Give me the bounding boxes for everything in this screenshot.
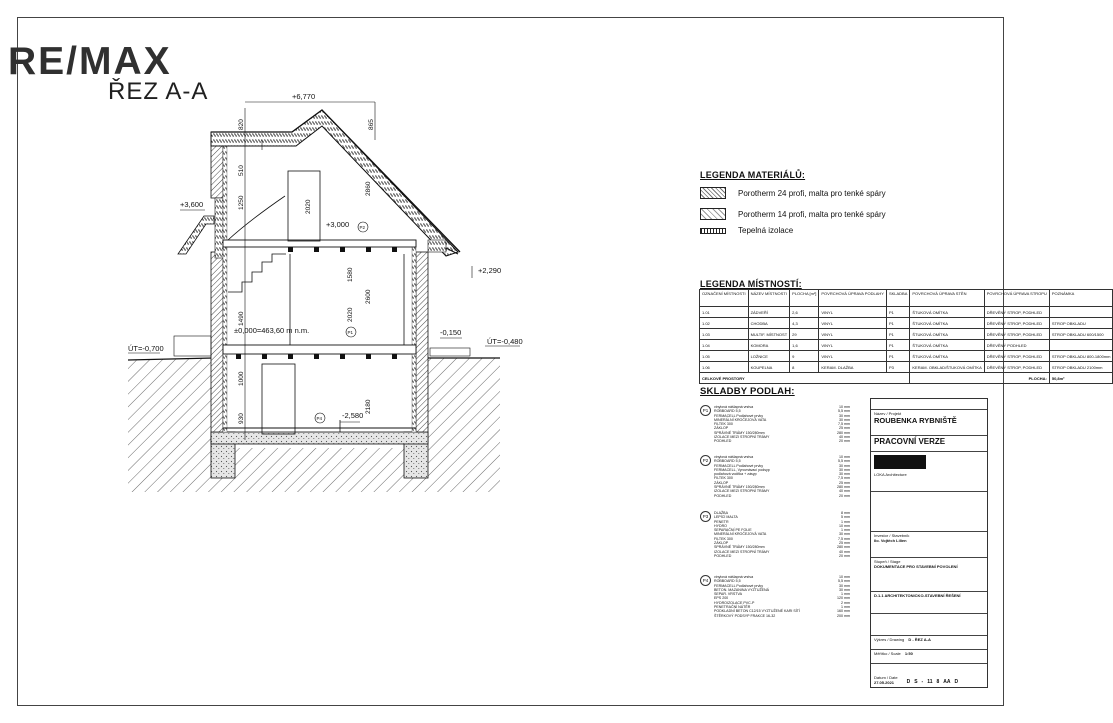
layer-name: FILTEK 300 xyxy=(714,536,733,541)
col-header: POVRCHOVÁ ÚPRAVA PODLAHY xyxy=(819,290,887,307)
walls xyxy=(211,138,428,432)
room-cell: 1.04 xyxy=(700,340,749,351)
layer-name: ROBBOARD 5,5 xyxy=(714,579,741,584)
layer-name: SPRÁVNÉ TRÁMY 150/280mm xyxy=(714,430,765,435)
layer-thickness: 5,5 mm xyxy=(838,579,850,584)
floor-tag-p1 xyxy=(346,327,356,337)
project-cell xyxy=(871,410,987,436)
date-cell xyxy=(871,664,987,686)
room-cell: 4,3 xyxy=(790,318,819,329)
composition-layer xyxy=(700,554,850,558)
date-label: Datum / Date xyxy=(874,675,898,680)
room-cell: KERAM. OBKLAD/ŠTUKOVÁ OMÍTKA xyxy=(910,362,984,373)
room-cell: KERAM. DLAŽBA xyxy=(819,362,887,373)
layer-name: ŠTĚRKOVÝ PODSYP FRAKCE 16-32 xyxy=(714,613,776,618)
client-label: Investor / Stavebník xyxy=(874,533,910,538)
svg-text:P1: P1 xyxy=(347,330,354,335)
porotherm14-swatch xyxy=(700,208,726,220)
sheet-code-cell: 11 xyxy=(927,679,933,685)
legend-item-insulation xyxy=(700,226,793,235)
room-cell: 1,6 xyxy=(790,340,819,351)
dim-int-1580: 1580 xyxy=(347,267,354,282)
room-cell: DŘEVĚNÝ STROP, PODHLED xyxy=(984,329,1049,340)
svg-text:P4: P4 xyxy=(316,416,323,421)
dim-right-865: 865 xyxy=(368,119,375,130)
room-cell: DŘEVĚNÝ PODHLED xyxy=(984,340,1049,351)
layer-name: FERMACELL, Vyrovnávací podsyp xyxy=(714,467,770,472)
layer-name: IZOLACE MEZI STROPNÍ TRÁMY xyxy=(714,489,770,494)
layer-thickness: 280 mm xyxy=(837,430,850,435)
layer-thickness: 30 mm xyxy=(839,587,850,592)
layer-name: SPRÁVNÉ TRÁMY 150/280mm xyxy=(714,545,765,550)
layer-name: PODHLED xyxy=(714,493,732,498)
dim-int-2180: 2180 xyxy=(365,399,372,414)
layer-name: DLAŽBA xyxy=(714,511,728,515)
layer-name: FERMACELL Podlahové prvky xyxy=(714,413,764,418)
composition-p2 xyxy=(700,455,850,498)
layer-name: FILTEK 300 xyxy=(714,422,733,427)
layer-name: LEPÍCÍ MALTA xyxy=(714,515,738,520)
layer-thickness: 10 mm xyxy=(839,405,850,409)
layer-name: FILTEK 300 xyxy=(714,476,733,481)
room-cell: ŠTUKOVÁ OMÍTKA xyxy=(910,329,984,340)
layer-name: vinylová nášlapná vrstva xyxy=(714,405,754,409)
room-cell: 1.03 xyxy=(700,329,749,340)
room-cell: 2,6 xyxy=(790,307,819,318)
room-cell: P3 xyxy=(886,362,909,373)
layer-thickness: 5,5 mm xyxy=(838,459,850,464)
rooms-table-header xyxy=(700,290,1113,307)
part: D.1.1 ARCHITEKTONICKO-STAVEBNÍ ŘEŠENÍ xyxy=(874,593,961,598)
dim-left-510: 510 xyxy=(238,165,245,176)
insulation-swatch xyxy=(700,228,726,234)
layer-thickness: 25 mm xyxy=(839,541,850,546)
room-row xyxy=(700,351,1113,362)
room-cell: P1 xyxy=(886,318,909,329)
composition-p1 xyxy=(700,405,850,444)
layer-thickness: 7,5 mm xyxy=(838,536,850,541)
dim-int-2600: 2600 xyxy=(365,289,372,304)
layer-thickness: 30 mm xyxy=(839,472,850,477)
col-header: POVRCHOVÁ ÚPRAVA STROPU xyxy=(984,290,1049,307)
room-cell: STROP OBKLADU xyxy=(1049,318,1113,329)
legend-item-porotherm24 xyxy=(700,187,886,199)
title-block xyxy=(870,398,988,688)
layer-name: MINERÁLNÍ KROČEJOVÁ VATA xyxy=(714,532,767,537)
layer-thickness: 7,5 mm xyxy=(838,476,850,481)
client-cell xyxy=(871,532,987,558)
room-cell: VINYL xyxy=(819,307,887,318)
drawing-label: Výkres / Drawing xyxy=(874,637,905,642)
level-attic-floor: +3,000 xyxy=(326,220,350,229)
company-logo-block xyxy=(874,455,926,469)
level-top-width: +6,770 xyxy=(292,92,316,101)
dim-left-1250: 1250 xyxy=(238,195,245,210)
col-header: POVRCHOVÁ ÚPRAVA STĚN xyxy=(910,290,984,307)
layer-thickness: 30 mm xyxy=(839,417,850,422)
layer-thickness: 7,5 mm xyxy=(838,422,850,427)
room-cell xyxy=(1049,307,1113,318)
room-cell: DŘEVĚNÝ STROP, PODHLED xyxy=(984,307,1049,318)
floor-tag-p4 xyxy=(315,413,325,423)
layer-thickness: 10 mm xyxy=(839,523,850,528)
room-cell: VINYL xyxy=(819,340,887,351)
layer-name: SEPARAČNÍ PE FOLIE xyxy=(714,528,752,533)
materials-legend-title: LEGENDA MATERIÁLŮ: xyxy=(700,170,806,180)
layer-thickness: 20 mm xyxy=(839,553,850,558)
level-right-eave: +2,290 xyxy=(478,266,502,275)
company-name: LOKA Architecture xyxy=(874,472,907,477)
room-cell: ŠTUKOVÁ OMÍTKA xyxy=(910,340,984,351)
sheet-code-cell: D xyxy=(954,679,959,685)
room-cell: 29 xyxy=(790,329,819,340)
composition-layer xyxy=(700,439,850,443)
layer-name: ROBBOARD 5,5 xyxy=(714,409,741,414)
remax-logo: RE/MAX xyxy=(8,40,172,83)
client-name: Ilo. Vojtěch Lilien xyxy=(874,538,907,543)
layer-thickness: 30 mm xyxy=(839,532,850,537)
layer-thickness: 30 mm xyxy=(839,463,850,468)
room-cell: VINYL xyxy=(819,351,887,362)
total-area-label: PLOCHA: xyxy=(910,373,1049,384)
drawing-cell xyxy=(871,636,987,650)
composition-tag: P4 xyxy=(700,575,711,586)
sheet-code-cell: 8 xyxy=(936,679,940,685)
layer-name: EPS 200 xyxy=(714,596,729,601)
composition-p3 xyxy=(700,511,850,558)
stage-label: Stupeň / Stage xyxy=(874,559,901,564)
porotherm24-swatch xyxy=(700,187,726,199)
layer-name: IZOLACE MEZI STROPNÍ TRÁMY xyxy=(714,435,770,440)
sheet-code-cell: - xyxy=(921,679,924,685)
layer-thickness: 20 mm xyxy=(839,439,850,444)
dim-left-820: 820 xyxy=(238,119,245,130)
room-cell: 1.01 xyxy=(700,307,749,318)
level-ground-floor: ±0,000=463,60 m n.m. xyxy=(234,326,310,335)
layer-thickness: 30 mm xyxy=(839,413,850,418)
layer-thickness: 280 mm xyxy=(837,485,850,490)
room-cell: DŘEVĚNÝ STROP, PODHLED xyxy=(984,351,1049,362)
date: 27.05.2021 xyxy=(874,680,895,685)
phase-cell xyxy=(871,436,987,452)
stage-cell xyxy=(871,558,987,592)
composition-layer xyxy=(700,494,850,498)
stage: DOKUMENTACE PRO STAVEBNÍ POVOLENÍ xyxy=(874,564,958,569)
layer-thickness: 1 mm xyxy=(841,519,850,524)
layer-name: MINERÁLNÍ KROČEJOVÁ VATA xyxy=(714,417,767,422)
legend-item-porotherm14 xyxy=(700,208,886,220)
layer-thickness: 1 mm xyxy=(841,605,850,610)
level-terrain-right-step: -0,150 xyxy=(440,328,462,337)
layer-name: PODHLED xyxy=(714,439,732,444)
col-header: NÁZEV MÍSTNOSTI xyxy=(748,290,790,307)
layer-thickness: 1 mm xyxy=(841,528,850,533)
dim-int-2020a: 2020 xyxy=(305,199,312,214)
room-cell: KOUPELNA xyxy=(748,362,790,373)
room-row xyxy=(700,307,1113,318)
dim-int-2860: 2860 xyxy=(365,181,372,196)
company-cell xyxy=(871,452,987,492)
room-cell: 8 xyxy=(790,362,819,373)
scale-cell xyxy=(871,650,987,664)
room-cell: DŘEVĚNÝ STROP, PODHLED xyxy=(984,318,1049,329)
layer-thickness: 10 mm xyxy=(839,455,850,459)
composition-tag: P3 xyxy=(700,511,711,522)
total-label: CELKOVÉ PROSTORY xyxy=(700,373,910,384)
rooms-table xyxy=(699,289,1113,384)
layer-thickness: 40 mm xyxy=(839,489,850,494)
composition-tag: P2 xyxy=(700,455,711,466)
level-terrain-right: ÚT=-0,480 xyxy=(487,337,523,346)
layer-thickness: 8 mm xyxy=(841,511,850,515)
room-row xyxy=(700,329,1113,340)
layer-thickness: 120 mm xyxy=(837,596,850,601)
phase: PRACOVNÍ VERZE xyxy=(874,437,946,446)
composition-tag: P1 xyxy=(700,405,711,416)
layer-thickness: 2 mm xyxy=(841,600,850,605)
room-cell: 9 xyxy=(790,351,819,362)
room-row xyxy=(700,318,1113,329)
composition-p4 xyxy=(700,575,850,618)
col-header: POZNÁMKA xyxy=(1049,290,1113,307)
rooms-legend-title: LEGENDA MÍSTNOSTÍ: xyxy=(700,279,802,289)
layer-name: PODKLADNÍ BETON C12/15 VYZTUŽENÉ KARI SÍTÍ xyxy=(714,609,801,614)
basement-slab xyxy=(211,432,428,444)
layer-name: vinylová nášlapná vrstva xyxy=(714,575,754,579)
layer-thickness: 40 mm xyxy=(839,435,850,440)
room-cell: STROP OBKLADU 2100mm xyxy=(1049,362,1113,373)
room-cell: VINYL xyxy=(819,318,887,329)
layer-thickness: 5,5 mm xyxy=(838,409,850,414)
part-cell xyxy=(871,592,987,614)
level-left-eave: +3,600 xyxy=(180,200,204,209)
layer-thickness: 25 mm xyxy=(839,426,850,431)
insulation-label: Tepelná izolace xyxy=(738,226,794,235)
layer-name: HYDRO xyxy=(714,523,727,528)
dim-left-930: 930 xyxy=(238,413,245,424)
layer-name: vinylová nášlapná vrstva xyxy=(714,455,754,459)
layer-thickness: 200 mm xyxy=(837,613,850,618)
room-cell: P1 xyxy=(886,340,909,351)
rooms-total-row xyxy=(700,373,1113,384)
layer-name: BETON. MAZANINA VYZTUŽENÁ xyxy=(714,587,770,592)
dim-left-1490: 1490 xyxy=(238,311,245,326)
layer-name: PENETRAČNÍ NÁTĚR xyxy=(714,605,751,610)
layer-name: ZÁKLOP xyxy=(714,480,729,485)
porotherm24-label: Porotherm 24 profi, malta pro tenké spáry xyxy=(738,188,886,198)
sheet-code-cell: AA xyxy=(943,679,951,685)
room-cell: 1.02 xyxy=(700,318,749,329)
layer-name: PODHLED xyxy=(714,553,732,558)
layer-thickness: 10 mm xyxy=(839,575,850,579)
room-cell: ŠTUKOVÁ OMÍTKA xyxy=(910,318,984,329)
layer-name: FERMACELL Podlahové prvky xyxy=(714,463,764,468)
sheet-code-cell: D xyxy=(906,679,911,685)
sheet-code xyxy=(907,679,959,685)
scale-label: Měřítko / Scale xyxy=(874,651,901,656)
svg-text:P2: P2 xyxy=(359,225,366,230)
layer-thickness: 30 mm xyxy=(839,583,850,588)
layer-thickness: 20 mm xyxy=(839,493,850,498)
room-cell: 1.06 xyxy=(700,362,749,373)
layer-name: IZOLACE MEZI STROPNÍ TRÁMY xyxy=(714,549,770,554)
room-row xyxy=(700,362,1113,373)
layer-name: ROBBOARD 5,5 xyxy=(714,459,741,464)
room-cell: ŠTUKOVÁ OMÍTKA xyxy=(910,351,984,362)
scale: 1:50 xyxy=(904,651,913,656)
layer-thickness: 5 mm xyxy=(841,515,850,520)
layer-name: ZÁKLOP xyxy=(714,426,729,431)
col-header: SKLADBA xyxy=(886,290,909,307)
layer-thickness: 280 mm xyxy=(837,545,850,550)
porotherm14-label: Porotherm 14 profi, malta pro tenké spáry xyxy=(738,209,886,219)
layer-thickness: 30 mm xyxy=(839,467,850,472)
sheet-title: ŘEZ A-A xyxy=(108,78,209,105)
room-cell: ZÁDVEŘÍ xyxy=(748,307,790,318)
room-cell: CHODBA xyxy=(748,318,790,329)
layer-thickness: 160 mm xyxy=(837,609,850,614)
room-cell: MULTIF. MÍSTNOST xyxy=(748,329,790,340)
room-cell: 1.05 xyxy=(700,351,749,362)
compositions-title: SKLADBY PODLAH: xyxy=(700,386,795,397)
room-cell: STROP OBKLADU 600/1500 xyxy=(1049,329,1113,340)
drawing-name: D - ŘEZ A-A xyxy=(908,637,931,642)
room-row xyxy=(700,340,1113,351)
room-cell: KOMORA xyxy=(748,340,790,351)
layer-name: FERMACELL Podlahové prvky xyxy=(714,583,764,588)
room-cell: STROP OBKLADU 800-1800mm xyxy=(1049,351,1113,362)
col-header: OZNAČENÍ MÍSTNOSTI xyxy=(700,290,749,307)
project-name: ROUBENKA RYBNIŠTĚ xyxy=(874,416,957,425)
col-header: PLOCHA [m²] xyxy=(790,290,819,307)
room-cell: P1 xyxy=(886,351,909,362)
room-cell: LOŽNICE xyxy=(748,351,790,362)
room-cell: P1 xyxy=(886,329,909,340)
layer-name: SEPAR. VRSTVA xyxy=(714,592,743,597)
total-area: 50,8m² xyxy=(1049,373,1113,384)
layer-name: podlahová vodítka + zásyp xyxy=(714,472,757,477)
layer-name: ZÁKLOP xyxy=(714,541,729,546)
room-cell: ŠTUKOVÁ OMÍTKA xyxy=(910,307,984,318)
layer-thickness: 40 mm xyxy=(839,549,850,554)
layer-name: HYDROIZOLACE PVC-P xyxy=(714,600,755,605)
room-cell xyxy=(1049,340,1113,351)
layer-thickness: 1 mm xyxy=(841,592,850,597)
composition-layer xyxy=(700,614,850,618)
room-cell: DŘEVĚNÝ STROP, PODHLED xyxy=(984,362,1049,373)
terrain xyxy=(128,358,500,492)
level-basement: -2,580 xyxy=(342,411,364,420)
dim-int-2020b: 2020 xyxy=(347,307,354,322)
layer-thickness: 25 mm xyxy=(839,480,850,485)
floor-tag-p2 xyxy=(358,222,368,232)
room-cell: VINYL xyxy=(819,329,887,340)
layer-name: SPRÁVNÉ TRÁMY 150/280mm xyxy=(714,485,765,490)
layer-name: PENETR xyxy=(714,519,729,524)
dim-left-1000: 1000 xyxy=(238,371,245,386)
room-cell: P1 xyxy=(886,307,909,318)
project-label: Název / Projekt xyxy=(874,411,902,416)
level-terrain-left: ÚT=-0,700 xyxy=(128,344,164,353)
sheet-code-cell: S xyxy=(914,679,918,685)
